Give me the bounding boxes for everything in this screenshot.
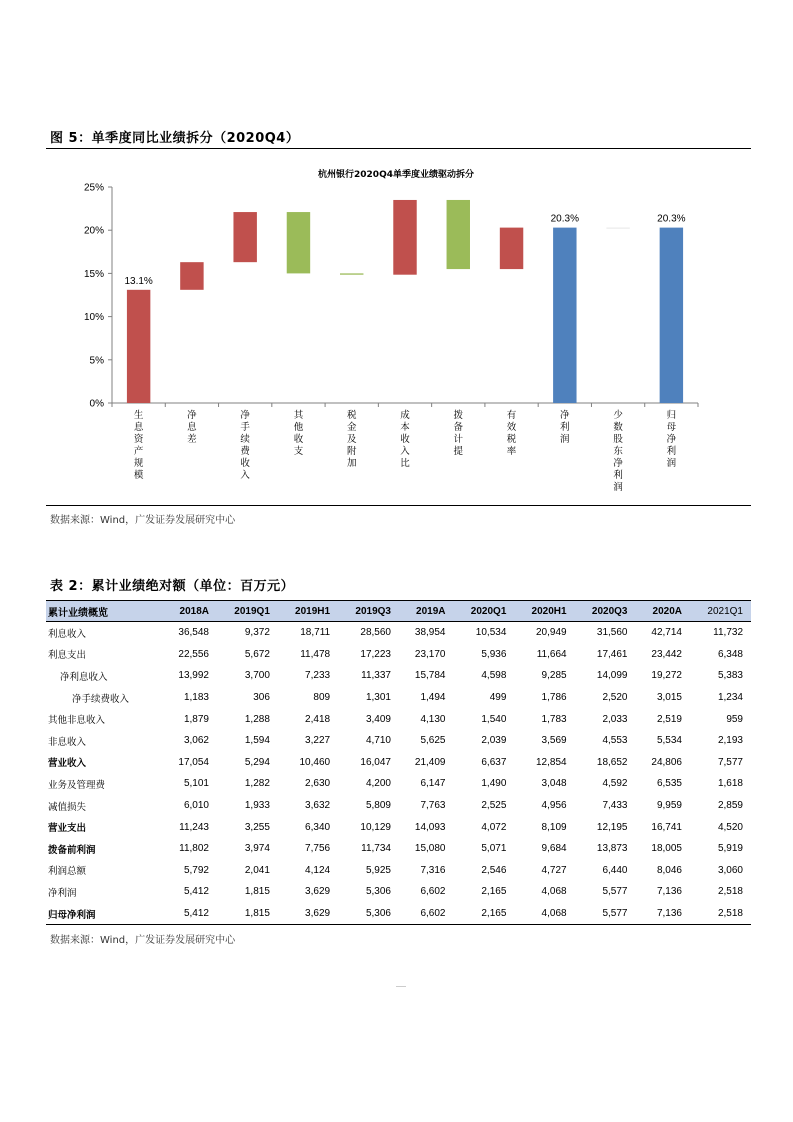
table-cell: 24,806 bbox=[651, 756, 682, 768]
category-label: 净利润 bbox=[560, 410, 570, 445]
table-cell: 4,130 bbox=[420, 713, 446, 725]
table-cell: 18,005 bbox=[651, 843, 682, 855]
table-cell: 3,700 bbox=[244, 670, 270, 682]
row-label: 其他非息收入 bbox=[48, 715, 106, 727]
table-cell: 1,301 bbox=[365, 692, 391, 704]
category-label: 净息差 bbox=[187, 410, 197, 445]
table-cell: 499 bbox=[489, 692, 507, 704]
table-cell: 809 bbox=[313, 692, 331, 704]
table-cell: 17,461 bbox=[596, 648, 628, 660]
row-label: 减值损失 bbox=[48, 801, 87, 813]
table-cell: 1,933 bbox=[244, 800, 270, 812]
table-cell: 15,784 bbox=[414, 670, 446, 682]
row-label: 归母净利润 bbox=[46, 903, 162, 925]
table-header-period: 2019A bbox=[399, 601, 454, 622]
category-label: 有效税率 bbox=[506, 410, 517, 457]
bar-10 bbox=[606, 228, 629, 229]
table-cell: 3,227 bbox=[305, 735, 331, 747]
row-label: 净利润 bbox=[48, 887, 77, 899]
table-cell: 17,054 bbox=[178, 756, 209, 768]
row-label: 利息收入 bbox=[48, 628, 87, 640]
chart-bottom-rule bbox=[46, 505, 751, 506]
performance-table bbox=[46, 600, 751, 925]
bar-data-label: 20.3% bbox=[657, 213, 686, 225]
y-tick-label: 25% bbox=[83, 182, 104, 194]
row-label: 非息收入 bbox=[48, 736, 87, 748]
table-cell: 2,418 bbox=[305, 713, 331, 725]
table-cell: 4,598 bbox=[481, 670, 507, 682]
table-cell: 5,577 bbox=[602, 886, 628, 898]
table-cell: 2,520 bbox=[602, 692, 628, 704]
table-cell: 23,442 bbox=[651, 648, 682, 660]
table-cell: 1,490 bbox=[481, 778, 507, 790]
table-row bbox=[46, 795, 751, 817]
bar-6 bbox=[393, 200, 416, 275]
bar-5 bbox=[340, 273, 363, 274]
table-cell: 9,959 bbox=[656, 800, 682, 812]
table-cell: 18,652 bbox=[596, 756, 628, 768]
bar-11 bbox=[660, 228, 683, 403]
table-header-row bbox=[46, 601, 751, 622]
table-cell: 4,200 bbox=[365, 778, 391, 790]
table-cell: 1,282 bbox=[244, 778, 270, 790]
table-cell: 1,183 bbox=[183, 692, 209, 704]
table-cell: 6,340 bbox=[305, 821, 331, 833]
y-tick-label: 10% bbox=[83, 312, 104, 324]
table-cell: 7,136 bbox=[635, 903, 690, 925]
table-cell: 8,046 bbox=[656, 864, 682, 876]
table-cell: 1,288 bbox=[244, 713, 270, 725]
table-cell: 2,041 bbox=[244, 864, 270, 876]
table-cell: 5,383 bbox=[717, 670, 743, 682]
table-cell: 5,306 bbox=[338, 903, 399, 925]
table-cell: 4,727 bbox=[541, 864, 567, 876]
table-cell: 6,535 bbox=[656, 778, 682, 790]
table-cell: 17,223 bbox=[360, 648, 391, 660]
table-cell: 6,637 bbox=[481, 756, 507, 768]
table-cell: 6,602 bbox=[399, 903, 454, 925]
row-label: 利润总额 bbox=[48, 866, 87, 878]
table-header-period: 2019Q3 bbox=[338, 601, 399, 622]
table-cell: 7,433 bbox=[602, 800, 628, 812]
table-cell: 6,010 bbox=[183, 800, 209, 812]
table-cell: 1,540 bbox=[481, 713, 507, 725]
table-cell: 11,243 bbox=[179, 821, 209, 833]
bar-4 bbox=[287, 212, 310, 273]
table-cell: 11,734 bbox=[361, 843, 391, 855]
table-cell: 7,316 bbox=[420, 864, 446, 876]
table-cell: 9,372 bbox=[244, 627, 270, 639]
table-cell: 16,741 bbox=[651, 821, 682, 833]
table-row bbox=[46, 773, 751, 795]
table-cell: 3,629 bbox=[278, 903, 338, 925]
table-cell: 5,101 bbox=[183, 778, 209, 790]
table-cell: 1,786 bbox=[541, 692, 567, 704]
figure-source: 数据来源：Wind，广发证券发展研究中心 bbox=[50, 515, 236, 526]
table-cell: 11,664 bbox=[536, 648, 567, 660]
table-cell: 1,783 bbox=[541, 713, 567, 725]
table-cell: 4,553 bbox=[602, 735, 628, 747]
table-cell: 21,409 bbox=[414, 756, 446, 768]
table-cell: 4,710 bbox=[365, 735, 391, 747]
table-cell: 2,859 bbox=[717, 800, 743, 812]
category-label: 税金及附加 bbox=[346, 410, 357, 469]
bar-data-label: 13.1% bbox=[124, 275, 153, 287]
table-row bbox=[46, 708, 751, 730]
table-header-period: 2020H1 bbox=[514, 601, 574, 622]
row-label: 营业支出 bbox=[48, 823, 87, 835]
category-label: 拨备计提 bbox=[453, 410, 464, 457]
table-cell: 14,093 bbox=[414, 821, 446, 833]
table-cell: 3,015 bbox=[656, 692, 682, 704]
table-cell: 5,809 bbox=[365, 800, 391, 812]
bar-2 bbox=[180, 262, 203, 290]
table-cell: 5,919 bbox=[717, 843, 743, 855]
table-header-period: 2019Q1 bbox=[217, 601, 278, 622]
table-cell: 4,956 bbox=[541, 800, 567, 812]
row-label: 营业收入 bbox=[48, 758, 87, 770]
page-marker bbox=[396, 986, 406, 987]
table-cell: 5,412 bbox=[183, 886, 209, 898]
table-cell: 1,494 bbox=[420, 692, 446, 704]
table-cell: 7,577 bbox=[717, 756, 743, 768]
table-cell: 4,520 bbox=[717, 821, 743, 833]
table-cell: 2,039 bbox=[481, 735, 507, 747]
table-cell: 3,569 bbox=[541, 735, 567, 747]
table-row bbox=[46, 752, 751, 774]
table-cell: 10,460 bbox=[299, 756, 331, 768]
table-cell: 7,763 bbox=[420, 800, 446, 812]
table-cell: 20,949 bbox=[535, 627, 567, 639]
category-label: 归母净利润 bbox=[666, 410, 677, 469]
table-cell: 6,602 bbox=[420, 886, 446, 898]
table-cell: 5,936 bbox=[481, 648, 507, 660]
table-cell: 13,873 bbox=[596, 843, 628, 855]
table-cell: 5,672 bbox=[244, 648, 270, 660]
table-cell: 1,594 bbox=[244, 735, 270, 747]
table-cell: 7,233 bbox=[305, 670, 331, 682]
table-cell: 19,272 bbox=[651, 670, 682, 682]
table-cell: 9,285 bbox=[541, 670, 567, 682]
row-label: 业务及管理费 bbox=[48, 779, 106, 791]
table-cell: 28,560 bbox=[360, 627, 391, 639]
table-cell: 13,992 bbox=[178, 670, 209, 682]
table-cell: 306 bbox=[253, 692, 270, 704]
table-cell: 2,193 bbox=[717, 735, 743, 747]
table-row bbox=[46, 903, 751, 925]
figure-title: 图 5：单季度同比业绩拆分（2020Q4） bbox=[50, 131, 300, 146]
table-cell: 42,714 bbox=[651, 627, 682, 639]
table-cell: 2,165 bbox=[481, 886, 507, 898]
table-header-period: 2020A bbox=[635, 601, 690, 622]
table-cell: 31,560 bbox=[596, 627, 628, 639]
table-cell: 12,854 bbox=[535, 756, 567, 768]
table-cell: 11,478 bbox=[300, 648, 331, 660]
table-header-period: 2020Q1 bbox=[453, 601, 514, 622]
table-cell: 6,348 bbox=[717, 648, 743, 660]
table-row bbox=[46, 860, 751, 882]
table-cell: 1,618 bbox=[717, 778, 743, 790]
table-cell: 3,060 bbox=[717, 864, 743, 876]
y-tick-label: 5% bbox=[89, 355, 104, 367]
table-cell: 5,294 bbox=[244, 756, 270, 768]
table-cell: 16,047 bbox=[360, 756, 391, 768]
table-cell: 10,534 bbox=[475, 627, 507, 639]
table-cell: 3,632 bbox=[305, 800, 331, 812]
bar-data-label: 20.3% bbox=[550, 213, 579, 225]
table-cell: 2,519 bbox=[656, 713, 682, 725]
bar-9 bbox=[553, 228, 576, 403]
category-label: 净手续费收入 bbox=[240, 410, 250, 481]
table-cell: 4,124 bbox=[305, 864, 331, 876]
waterfall-chart bbox=[46, 158, 751, 503]
table-cell: 959 bbox=[726, 713, 743, 725]
table-title: 表 2：累计业绩绝对额（单位：百万元） bbox=[50, 579, 295, 594]
table-cell: 8,109 bbox=[541, 821, 567, 833]
table-cell: 1,815 bbox=[244, 886, 270, 898]
category-label: 成本收入比 bbox=[400, 410, 410, 469]
table-cell: 14,099 bbox=[596, 670, 628, 682]
y-tick-label: 15% bbox=[83, 268, 104, 280]
table-cell: 38,954 bbox=[414, 627, 446, 639]
table-cell: 6,440 bbox=[602, 864, 628, 876]
table-cell: 5,534 bbox=[656, 735, 682, 747]
table-cell: 3,062 bbox=[183, 735, 209, 747]
row-label: 利息支出 bbox=[48, 650, 87, 662]
table-cell: 5,412 bbox=[162, 903, 217, 925]
table-header-period: 2018A bbox=[162, 601, 217, 622]
table-cell: 5,577 bbox=[575, 903, 636, 925]
table-cell: 5,792 bbox=[183, 864, 209, 876]
figure-title-rule bbox=[46, 148, 751, 149]
table-cell: 10,129 bbox=[360, 821, 391, 833]
table-cell: 7,136 bbox=[656, 886, 682, 898]
table-cell: 5,306 bbox=[365, 886, 391, 898]
table-cell: 2,033 bbox=[602, 713, 628, 725]
table-cell: 4,592 bbox=[602, 778, 628, 790]
table-cell: 3,255 bbox=[244, 821, 270, 833]
table-cell: 22,556 bbox=[178, 648, 209, 660]
table-cell: 15,080 bbox=[414, 843, 446, 855]
table-cell: 3,048 bbox=[541, 778, 567, 790]
table-cell: 3,629 bbox=[305, 886, 331, 898]
table-row bbox=[46, 881, 751, 903]
table-cell: 3,409 bbox=[365, 713, 391, 725]
table-cell: 2,525 bbox=[481, 800, 507, 812]
table-cell: 2,518 bbox=[717, 886, 743, 898]
table-cell: 5,071 bbox=[481, 843, 507, 855]
table-cell: 1,879 bbox=[183, 713, 209, 725]
chart-title: 杭州银行2020Q4单季度业绩驱动拆分 bbox=[318, 170, 474, 180]
table-row bbox=[46, 816, 751, 838]
table-cell: 6,147 bbox=[420, 778, 446, 790]
table-cell: 5,925 bbox=[365, 864, 391, 876]
row-label: 净手续费收入 bbox=[72, 693, 130, 705]
table-cell: 5,625 bbox=[420, 735, 446, 747]
table-cell: 7,756 bbox=[305, 843, 331, 855]
table-header-label: 累计业绩概览 bbox=[46, 601, 162, 622]
table-row bbox=[46, 687, 751, 709]
table-cell: 4,068 bbox=[541, 886, 567, 898]
bar-3 bbox=[233, 212, 256, 262]
table-cell: 11,732 bbox=[713, 627, 743, 639]
y-tick-label: 0% bbox=[89, 398, 104, 410]
table-row bbox=[46, 730, 751, 752]
table-cell: 1,234 bbox=[717, 692, 743, 704]
bar-7 bbox=[447, 200, 470, 269]
table-cell: 11,802 bbox=[179, 843, 209, 855]
category-label: 生息资产规模 bbox=[133, 410, 144, 481]
table-cell: 11,337 bbox=[361, 670, 391, 682]
table-header-period: 2019H1 bbox=[278, 601, 338, 622]
table-row bbox=[46, 622, 751, 644]
y-tick-label: 20% bbox=[83, 225, 104, 237]
table-header-period: 2021Q1 bbox=[690, 601, 751, 622]
bar-8 bbox=[500, 228, 523, 269]
table-row bbox=[46, 644, 751, 666]
table-cell: 18,711 bbox=[300, 627, 331, 639]
table-cell: 2,165 bbox=[453, 903, 514, 925]
table-cell: 2,546 bbox=[481, 864, 507, 876]
table-header-period: 2020Q3 bbox=[575, 601, 636, 622]
table-cell: 3,974 bbox=[244, 843, 270, 855]
table-row bbox=[46, 665, 751, 687]
category-label: 少数股东净利润 bbox=[613, 410, 623, 493]
row-label: 拨备前利润 bbox=[48, 844, 96, 856]
table-cell: 23,170 bbox=[414, 648, 446, 660]
table-cell: 9,684 bbox=[541, 843, 567, 855]
table-cell: 4,068 bbox=[514, 903, 574, 925]
table-cell: 2,518 bbox=[690, 903, 751, 925]
table-source: 数据来源：Wind，广发证券发展研究中心 bbox=[50, 935, 236, 946]
table-cell: 12,195 bbox=[596, 821, 628, 833]
table-cell: 1,815 bbox=[217, 903, 278, 925]
table-row bbox=[46, 838, 751, 860]
table-cell: 36,548 bbox=[178, 627, 209, 639]
row-label: 净利息收入 bbox=[60, 671, 108, 683]
table-cell: 4,072 bbox=[481, 821, 507, 833]
table-cell: 2,630 bbox=[305, 778, 331, 790]
category-label: 其他收支 bbox=[293, 410, 304, 457]
bar-1 bbox=[127, 290, 150, 403]
